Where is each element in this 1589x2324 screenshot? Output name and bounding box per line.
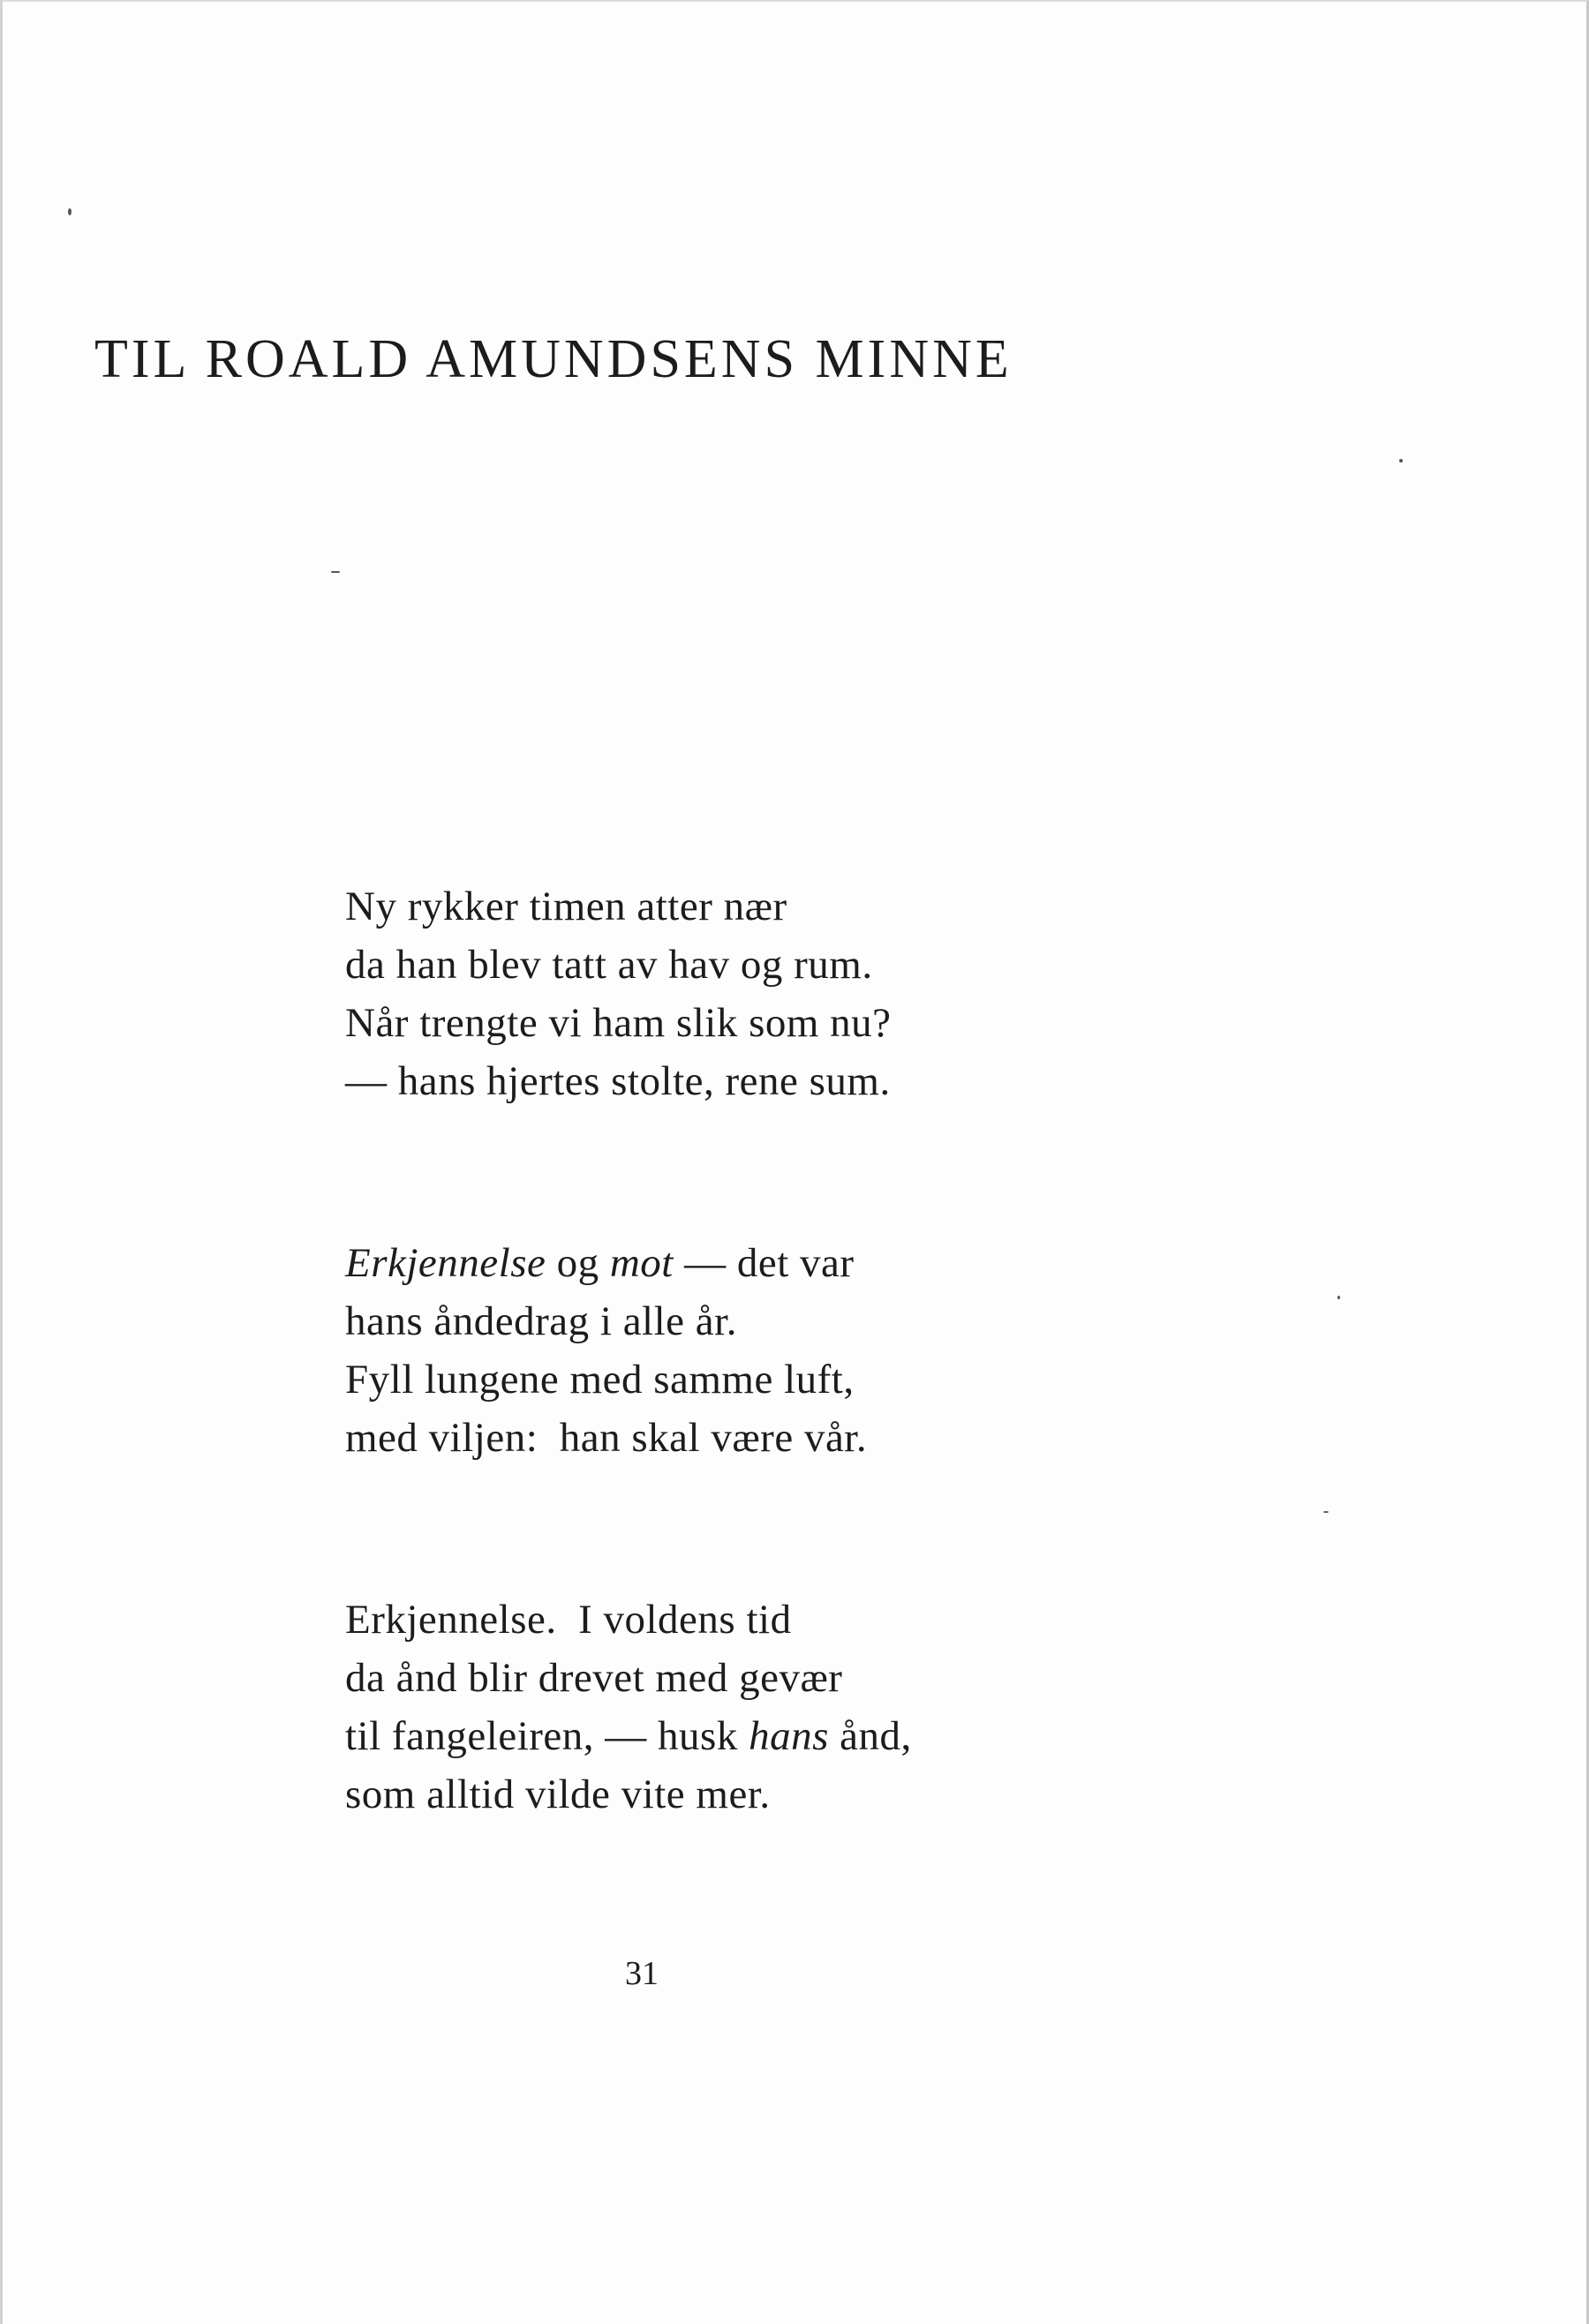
poem-line bbox=[345, 1234, 867, 1292]
stanza-1 bbox=[345, 877, 892, 1110]
poem-line: Ny rykker timen atter nær bbox=[345, 884, 787, 929]
page-number: 31 bbox=[625, 1955, 659, 1992]
poem-line: med viljen: han skal være vår. bbox=[345, 1415, 868, 1461]
poem-line: Erkjennelse. I voldens tid bbox=[345, 1597, 792, 1643]
poem-title: TIL ROALD AMUNDSENS MINNE bbox=[94, 329, 1013, 389]
ink-speck bbox=[1337, 1296, 1340, 1299]
line-text: — det var bbox=[673, 1240, 855, 1286]
ink-speck bbox=[1399, 459, 1403, 463]
poem-line: Fyll lungene med samme luft, bbox=[345, 1357, 855, 1403]
stanza-3 bbox=[345, 1591, 912, 1824]
poem-line: hans åndedrag i alle år. bbox=[345, 1298, 737, 1344]
line-text: til fangeleiren, — husk bbox=[345, 1713, 749, 1759]
poem-line: — hans hjertes stolte, rene sum. bbox=[345, 1058, 891, 1104]
poem-line bbox=[345, 1707, 912, 1765]
poem-line: da ånd blir drevet med gevær bbox=[345, 1655, 843, 1701]
poem-line: da han blev tatt av hav og rum. bbox=[345, 942, 873, 988]
ink-speck bbox=[68, 208, 72, 215]
line-text: ånd, bbox=[828, 1713, 912, 1759]
ink-speck bbox=[1323, 1511, 1329, 1513]
ink-speck bbox=[331, 571, 340, 573]
italic-word: Erkjennelse bbox=[345, 1240, 546, 1286]
line-text: og bbox=[546, 1240, 610, 1286]
stanza-2 bbox=[345, 1234, 867, 1467]
italic-word: hans bbox=[749, 1713, 829, 1759]
poem-line: som alltid vilde vite mer. bbox=[345, 1771, 771, 1817]
italic-word: mot bbox=[609, 1240, 674, 1286]
poem-line: Når trengte vi ham slik som nu? bbox=[345, 1000, 892, 1046]
